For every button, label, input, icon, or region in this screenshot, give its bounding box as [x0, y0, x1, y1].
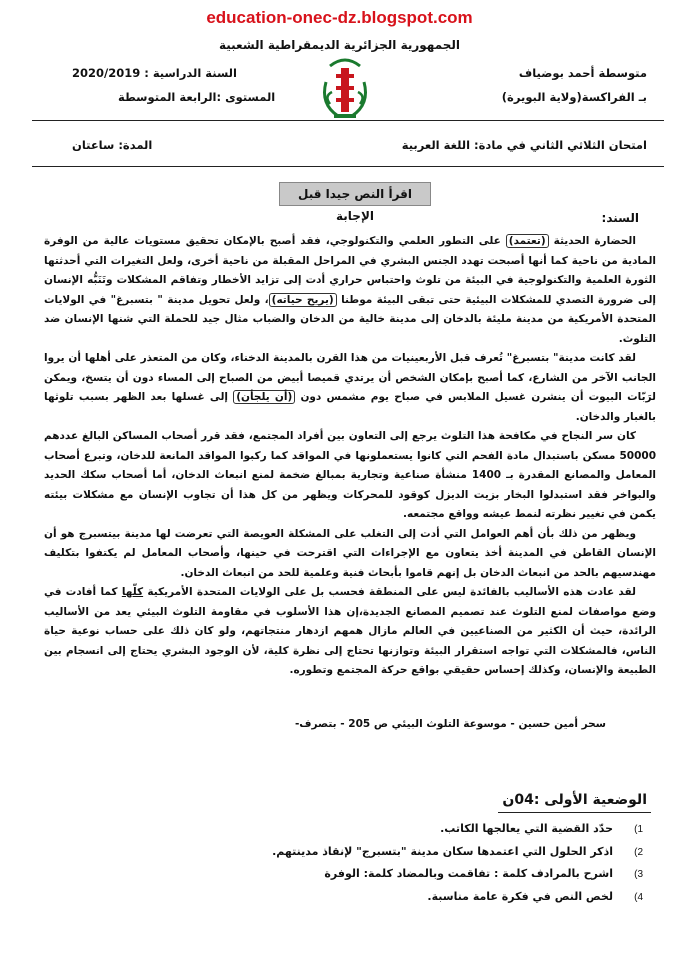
paragraph-1: الحضارة الحديثة (تعتمد) على التطور العلمي والتكنولوجي، فقد أصبح بالإمكان تحقيق مستويات عالية من الوفرة المادية من ناحية كما أنها أصبحت تهدد الجنس البشري في المراحل المقبلة من ناحية أخرى، ولعل التغيرات التي أحدثتها الثورة العلمية والتكنولوجية في البيئة من تلوث واحتباس حراري أدت إلى تزايد الأخطار وتفاقم المشكلات وتَنَبُّه الإنسان إلى ضرورة التصدي للمشكلات البيئية حتى تبقى البيئة موطنا (يريح حياته)، ولعل تحويل مدينة " بتسبرغ" في الولايات المتحدة الأمريكية من مدينة مليئة بالدخان إلى مدينة خالية من الدخان والضباب مثال جيد للحملة التي شنها الإنسان ضد التلوث. [44, 235, 656, 345]
school-year: السنة الدراسية : 2020/2019 [72, 66, 237, 80]
site-url[interactable]: education-onec-dz.blogspot.com [206, 8, 473, 27]
question-list [83, 818, 643, 908]
exam-title: امتحان الثلاثي الثاني في مادة: اللغة العربية [401, 138, 647, 152]
question-3: 3)اشرح بالمرادف كلمة : تفاقمت وبالمضاد كلمة: الوفرة [324, 867, 643, 880]
question-2: 2)اذكر الحلول التي اعتمدها سكان مدينة "بتسبرج" لإنقاذ مدينتهم. [272, 844, 643, 858]
paragraph-4: ويظهر من ذلك بأن أهم العوامل التي أدت إلى التغلب على المشكلة العويصة التي تعرضت لها مدينة بيتسبرج هو أن الإنسان القاطن في المدينة أخذ يتعاون مع الإجراءات التي اقترحت في حينها، وأصحاب المعامل لم يكتفوا بتكليف مهندسيهم بالحد من انبعاث الدخان بل إنهم قاموا بأبحاث فنية وعلمية للحد من انبعاث الدخان. [44, 527, 656, 579]
level: المستوى :الرابعة المتوسطة [118, 90, 276, 104]
republic-title: الجمهورية الجزائرية الديمقراطية الشعبية [218, 38, 461, 52]
question-1: 1)حدّد القضية التي يعالجها الكاتب. [440, 822, 643, 835]
text-body [44, 232, 656, 681]
title-divider [32, 166, 664, 167]
text-source: سحر أمين حسين - موسوعة التلوث البيئي ص 205 - بتصرف- [294, 718, 606, 730]
school-logo-icon [316, 52, 374, 124]
school-name: متوسطة أحمد بوضياف [518, 66, 647, 80]
paragraph-3: كان سر النجاح في مكافحة هذا التلوث يرجع إلى التعاون بين أفراد المجتمع، فقد قرر أصحاب المساكن البالغ عددهم 50000 مسكن باستبدال مادة الفحم التي كانوا يستعملونها في المواقد كما ركبوا المواقد المانعة للدخان، وتبرع أصحاب المعامل والمصانع المقدرة بـ 1400 منشأة صناعية وتجارية بمبالغ ضخمة لمنع انبعاث الدخان، أما أصحاب سكك الحديد والبواخر فقد استبدلوا البخار بزيت الديزل كوقود للمحركات ويظهر من كل هذا أن تجاوب الإنسان مع مشكلات بيئته يكمن في تغيير نظرته لنمط عيشه وواقع مجتمعه. [44, 430, 656, 520]
paragraph-5: لقد عادت هذه الأساليب بالفائدة ليس على المنطقة فحسب بل على الولايات المتحدة الأمريكية كلّها كما أفادت في وضع مواصفات لمنع التلوث عند تصميم المصانع الجديدة،إن هذا الأسلوب في مقاومة التلوث البيئي يعد من الأساليب الرائدة، حيث أن الكثير من الصناعيين في العالم مازال همهم ازدهار منتجاتهم، ولو كان ذلك على حساب نوعية حياة الناس، فالمشكلات التي تواجه استقرار البيئة وتوازنها تحتاج إلى نظرة كلية، لأن الوجود البشري يحتاج إلى انسجام بين الطبيعة والإنسان، وكذلك إحساس حقيقي بواقع حركة المجتمع وتطوره. [44, 586, 656, 676]
instruction-box: اقرأ النص جيدا قبل الإجابة [279, 182, 431, 206]
sanad-label: السند: [601, 211, 639, 225]
exam-duration: المدة: ساعتان [72, 138, 153, 152]
question-4: 4)لخص النص في فكرة عامة مناسبة. [427, 889, 643, 903]
paragraph-2: لقد كانت مدينة" بتسبرغ" تُعرف قبل الأربعينيات من هذا القرن بالمدينة الدخناء، وكان من المتعذر على أهلها أن يروا الجانب الآخر من الشارع، كما أصبح بإمكان الشخص أن يرتدي قميصا أبيض من الصباح إلى المساء دون أن يتسخ، ويمكن لرَبّات البيوت أن ينشرن غسيل الملابس في صباح يوم مشمس دون (أن يلجأن) إلى غسلها بعد الظهر بسبب تلوثها بالغبار والدخان. [44, 352, 656, 423]
school-location: بـ الفراكسة(ولاية البويرة) [501, 90, 647, 104]
situation-title: الوضعية الأولى :04ن [498, 790, 651, 813]
header-divider [32, 120, 664, 121]
